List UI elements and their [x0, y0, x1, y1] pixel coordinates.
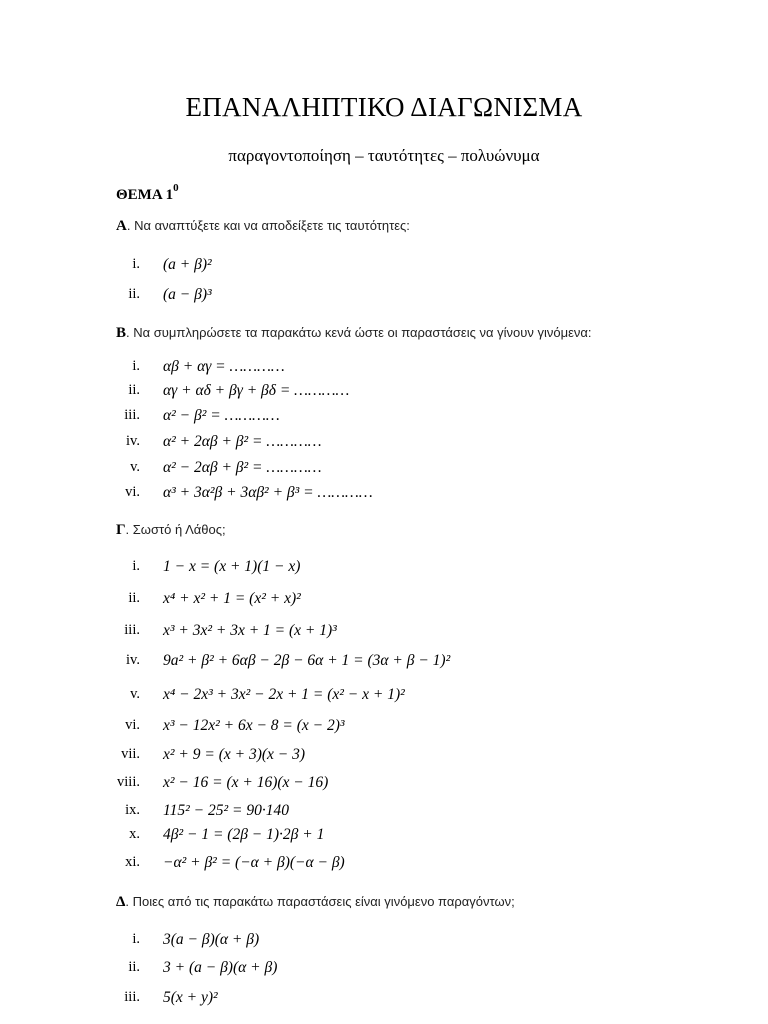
item-expression: α² + 2αβ + β² = ………… [163, 433, 322, 450]
theme-superscript: 0 [173, 182, 179, 194]
section-c-item [0, 717, 768, 739]
section-d-text: . Ποιες από τις παρακάτω παραστάσεις είναι γινόμενο παραγόντων; [125, 894, 515, 909]
section-c-item [0, 686, 768, 708]
item-number: x. [129, 826, 140, 842]
item-expression: −α² + β² = (−α + β)(−α − β) [163, 854, 345, 871]
section-c-item [0, 854, 768, 876]
item-number: viii. [117, 774, 140, 790]
section-d-item [0, 989, 768, 1011]
section-a-item [0, 256, 768, 278]
section-c-item [0, 622, 768, 644]
section-b-text: . Να συμπληρώσετε τα παρακάτω κενά ώστε οι παραστάσεις να γίνουν γινόμενα: [126, 325, 592, 340]
item-number: ii. [128, 286, 140, 302]
item-number: vii. [121, 746, 140, 762]
item-number: i. [132, 358, 140, 374]
document-subtitle: παραγοντοποίηση – ταυτότητες – πολυώνυμα [228, 146, 540, 165]
section-c-item [0, 746, 768, 768]
section-b-item [0, 433, 768, 455]
item-expression: 1 − x = (x + 1)(1 − x) [163, 558, 301, 575]
item-expression: x⁴ + x² + 1 = (x² + x)² [163, 590, 301, 607]
section-b-prompt [116, 325, 592, 342]
item-number: iv. [126, 652, 140, 668]
section-a-prompt [116, 218, 410, 235]
item-expression: αγ + αδ + βγ + βδ = ………… [163, 382, 350, 399]
section-c-item [0, 590, 768, 612]
section-a-text: . Να αναπτύξετε και να αποδείξετε τις ταυτότητες: [126, 218, 410, 233]
item-expression: 3(a − β)(α + β) [163, 931, 260, 948]
section-c-text: . Σωστό ή Λάθος; [125, 522, 226, 537]
item-number: i. [132, 558, 140, 574]
item-expression: x² + 9 = (x + 3)(x − 3) [163, 746, 306, 763]
item-expression: x³ − 12x² + 6x − 8 = (x − 2)³ [163, 717, 345, 734]
item-number: iii. [124, 989, 140, 1005]
item-expression: x² − 16 = (x + 16)(x − 16) [163, 774, 329, 791]
section-b-item [0, 358, 768, 380]
section-c-item [0, 558, 768, 580]
section-c-item [0, 652, 768, 674]
item-number: ii. [128, 590, 140, 606]
item-expression: x⁴ − 2x³ + 3x² − 2x + 1 = (x² − x + 1)² [163, 686, 405, 703]
section-b-letter: B [116, 325, 127, 341]
item-expression: α² − 2αβ + β² = ………… [163, 459, 322, 476]
item-expression: α² − β² = ………… [163, 407, 280, 424]
section-b-item [0, 382, 768, 404]
section-c-item [0, 802, 768, 824]
item-number: v. [130, 686, 140, 702]
section-d-letter: Δ [116, 894, 126, 910]
item-expression: 5(x + y)² [163, 989, 218, 1006]
section-b-item [0, 484, 768, 506]
document-title: ΕΠΑΝΑΛΗΠΤΙΚΟ ΔΙΑΓΩΝΙΣΜΑ [185, 92, 583, 122]
item-number: i. [132, 256, 140, 272]
section-c-item [0, 774, 768, 796]
item-expression: 9a² + β² + 6αβ − 2β − 6α + 1 = (3α + β − 1)² [163, 652, 451, 669]
item-number: ix. [125, 802, 140, 818]
item-expression: 4β² − 1 = (2β − 1)·2β + 1 [163, 826, 325, 843]
item-number: i. [132, 931, 140, 947]
section-b-item [0, 407, 768, 429]
item-number: ii. [128, 959, 140, 975]
item-expression: αβ + αγ = ………… [163, 358, 285, 375]
section-d-item [0, 931, 768, 953]
item-number: xi. [125, 854, 140, 870]
item-expression: α³ + 3α²β + 3αβ² + β³ = ………… [163, 484, 373, 501]
item-expression: (a − β)³ [163, 286, 212, 303]
theme-heading [116, 184, 179, 204]
section-d-item [0, 959, 768, 981]
section-a-letter: A [116, 218, 127, 234]
section-c-letter: Γ [116, 522, 126, 538]
item-number: ii. [128, 382, 140, 398]
section-d-prompt [116, 894, 515, 911]
item-number: v. [130, 459, 140, 475]
item-number: iii. [124, 407, 140, 423]
item-expression: x³ + 3x² + 3x + 1 = (x + 1)³ [163, 622, 337, 639]
item-expression: (a + β)² [163, 256, 212, 273]
section-a-item [0, 286, 768, 308]
section-b-item [0, 459, 768, 481]
theme-label: ΘΕΜΑ 1 [116, 187, 174, 203]
item-number: vi. [125, 484, 140, 500]
item-expression: 115² − 25² = 90·140 [163, 802, 289, 819]
section-c-prompt [116, 522, 226, 539]
section-c-item [0, 826, 768, 848]
item-number: vi. [125, 717, 140, 733]
item-expression: 3 + (a − β)(α + β) [163, 959, 278, 976]
item-number: iii. [124, 622, 140, 638]
item-number: iv. [126, 433, 140, 449]
